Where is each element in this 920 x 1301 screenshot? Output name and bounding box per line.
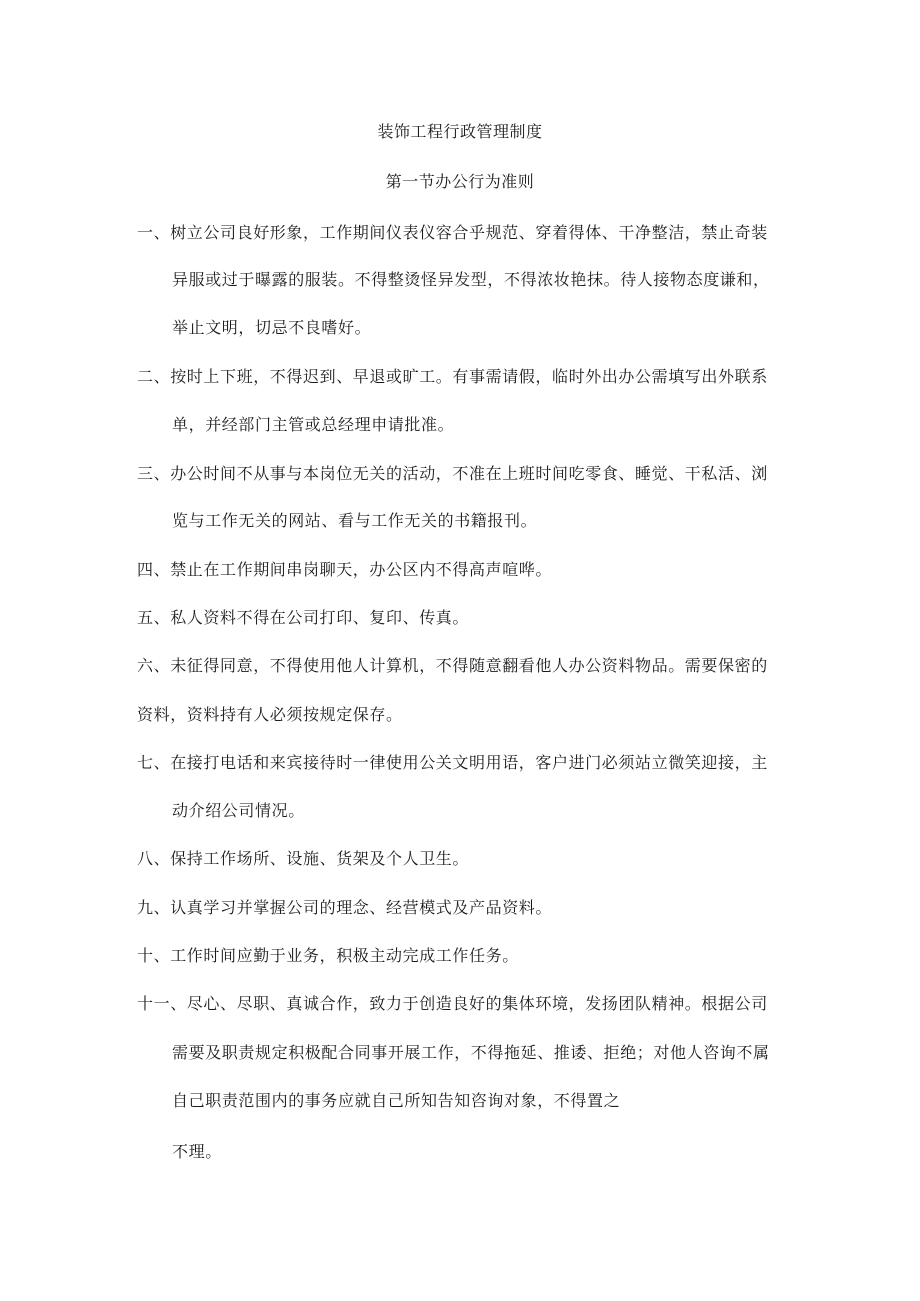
text-line: 十一、尽心、尽职、真诚合作，致力于创造良好的集体环境，发扬团队精神。根据公司 [137,994,768,1013]
text-line: 异服或过于曝露的服装。不得整烫怪异发型，不得浓妆艳抹。待人接物态度谦和， [172,270,770,289]
text-line: 览与工作无关的网站、看与工作无关的书籍报刊。 [172,511,538,530]
document-title: 装饰工程行政管理制度 [377,122,543,141]
text-line: 七、在接打电话和来宾接待时一律使用公关文明用语，客户进门必须站立微笑迎接，主 [137,753,768,772]
text-line: 五、私人资料不得在公司打印、复印、传真。 [137,608,470,627]
text-line: 二、按时上下班，不得迟到、早退或旷工。有事需请假，临时外出办公需填写出外联系 [137,367,768,386]
text-line: 动介绍公司情况。 [172,801,305,820]
section-title: 第一节办公行为准则 [385,172,535,191]
text-line: 不理。 [172,1142,222,1161]
text-line: 资料，资料持有人必须按规定保存。 [137,705,403,724]
text-line: 四、禁止在工作期间串岗聊天，办公区内不得高声喧哗。 [137,560,553,579]
text-line: 单，并经部门主管或总经理申请批准。 [172,415,455,434]
text-line: 十、工作时间应勤于业务，积极主动完成工作任务。 [137,946,519,965]
text-line: 八、保持工作场所、设施、货架及个人卫生。 [137,849,470,868]
text-line: 一、树立公司良好形象，工作期间仪表仪容合乎规范、穿着得体、干净整洁，禁止奇装 [137,223,768,242]
text-line: 举止文明，切忌不良嗜好。 [172,318,372,337]
text-line: 需要及职责规定积极配合同事开展工作，不得拖延、推诿、拒绝；对他人咨询不属 [172,1043,770,1062]
text-line: 六、未征得同意，不得使用他人计算机，不得随意翻看他人办公资料物品。需要保密的 [137,656,768,675]
text-line: 自己职责范围内的事务应就自己所知告知咨询对象，不得置之 [172,1091,621,1110]
text-line: 三、办公时间不从事与本岗位无关的活动，不准在上班时间吃零食、睡觉、干私活、浏 [137,464,768,483]
text-line: 九、认真学习并掌握公司的理念、经营模式及产品资料。 [137,898,553,917]
